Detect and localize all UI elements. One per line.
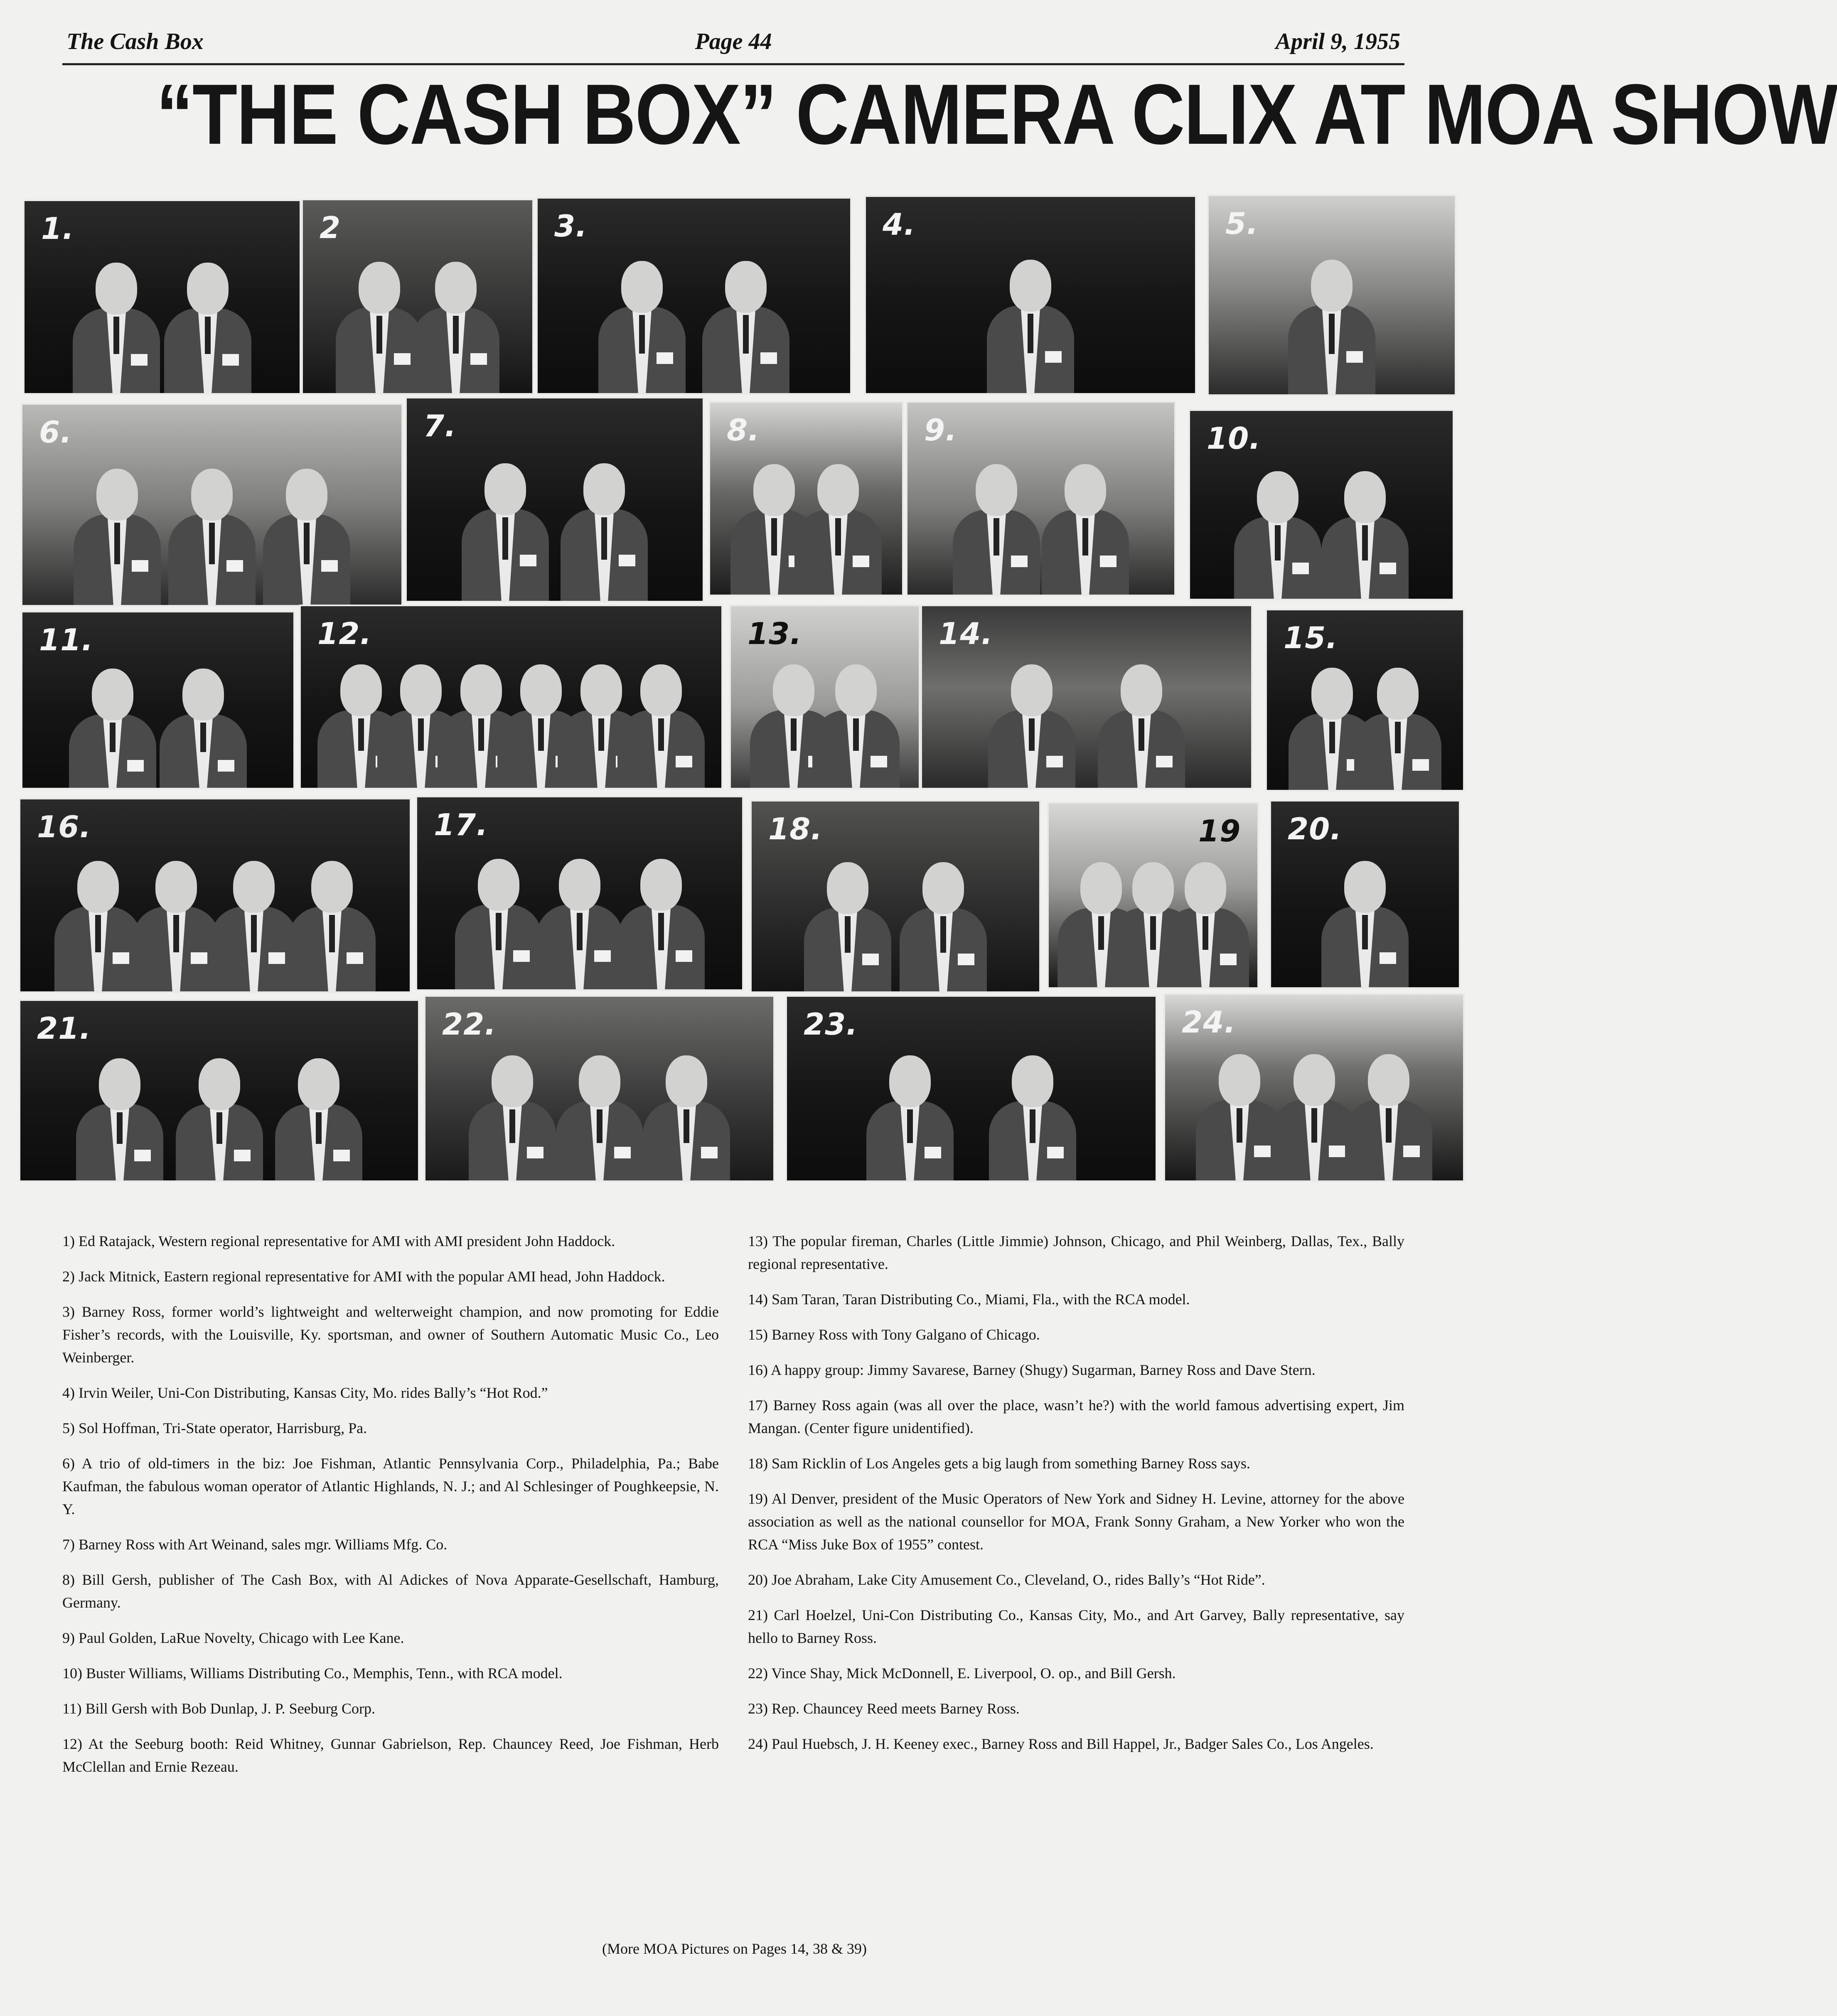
person-figure <box>1289 668 1376 790</box>
person-figure <box>1271 1054 1358 1180</box>
person-figure <box>160 669 247 788</box>
photo-number: 21. <box>37 1011 91 1046</box>
caption-14: 14) Sam Taran, Taran Distributing Co., Miami, Fla., with the RCA model. <box>748 1291 1190 1308</box>
person-figure <box>750 664 837 788</box>
person-figure <box>168 469 256 605</box>
photo-number: 22. <box>442 1007 497 1042</box>
caption-19: 19) Al Denver, president of the Music Operators of New York and Sidney H. Levine, attorney for the above association as well as the national counsellor for MOA, Frank Sonny Graham, a New Yorker who won the RCA “Miss Juke Box of 1955” contest. <box>748 1490 1404 1553</box>
caption-15: 15) Barney Ross with Tony Galgano of Chicago. <box>748 1326 1040 1343</box>
person-figure <box>561 463 648 601</box>
photo-7 <box>405 397 704 602</box>
photo-number: 3. <box>554 209 588 243</box>
photo-number: 10. <box>1207 421 1261 456</box>
photo-number: 4. <box>883 207 916 242</box>
person-figure <box>1196 1054 1283 1180</box>
person-figure <box>617 664 705 788</box>
person-figure <box>900 862 987 991</box>
person-figure <box>730 464 818 595</box>
person-figure <box>288 861 376 991</box>
publication-name: The Cash Box <box>66 29 204 54</box>
captions <box>62 1230 1404 1886</box>
person-figure <box>462 463 549 601</box>
person-figure <box>953 464 1040 595</box>
person-figure <box>336 262 423 393</box>
person-figure <box>536 859 623 989</box>
photo-number: 8. <box>727 413 760 447</box>
photo-3 <box>536 197 852 395</box>
photo-number: 23. <box>804 1007 858 1042</box>
photo-number: 20. <box>1288 811 1342 846</box>
caption-10: 10) Buster Williams, Williams Distributing Co., Memphis, Tenn., with RCA model. <box>62 1665 563 1682</box>
photo-number: 9. <box>924 413 957 447</box>
caption-4: 4) Irvin Weiler, Uni-Con Distributing, Kansas City, Mo. rides Bally’s “Hot Rod.” <box>62 1384 548 1401</box>
photo-number: 1. <box>41 211 74 246</box>
person-figure <box>1234 471 1321 599</box>
person-figure <box>76 1058 163 1180</box>
person-figure <box>176 1058 263 1180</box>
person-figure <box>1345 1054 1432 1180</box>
person-figure <box>133 861 220 991</box>
issue-date: April 9, 1955 <box>1275 29 1400 54</box>
person-figure <box>377 664 465 788</box>
person-figure <box>412 262 499 393</box>
photo-16 <box>19 798 411 993</box>
person-figure <box>794 464 882 595</box>
caption-17: 17) Barney Ross again (was all over the place, wasn’t he?) with the world famous advertising expert, Jim Mangan. (Center figure unidentified). <box>748 1397 1404 1436</box>
person-figure <box>556 1055 643 1180</box>
person-figure <box>164 263 251 393</box>
caption-12: 12) At the Seeburg booth: Reid Whitney, Gunnar Gabrielson, Rep. Chauncey Reed, Joe Fishman, Herb McClellan and Ernie Rezeau. <box>62 1736 719 1775</box>
caption-13: 13) The popular fireman, Charles (Little Jimmie) Johnson, Chicago, and Phil Weinberg, Dallas, Tex., Bally regional representative. <box>748 1233 1404 1272</box>
photo-14 <box>920 605 1253 789</box>
caption-6: 6) A trio of old-timers in the biz: Joe Fishman, Atlantic Pennsylvania Corp., Philadelphia, Pa.; Babe Kaufman, the fabulous woman operator of Atlantic Highlands, N. J.; and Al Schlesinger of Poughkeepsie, N. Y. <box>62 1455 719 1517</box>
photo-4 <box>864 195 1197 395</box>
caption-7: 7) Barney Ross with Art Weinand, sales mgr. Williams Mfg. Co. <box>62 1536 448 1553</box>
photo-number: 2 <box>320 210 341 245</box>
person-figure <box>1098 664 1185 788</box>
footer-note: (More MOA Pictures on Pages 14, 38 & 39) <box>602 1940 867 1957</box>
caption-3: 3) Barney Ross, former world’s lightweight and welterweight champion, and now promoting for Eddie Fisher’s records, with the Louisville, Ky. sportsman, and owner of Southern Automatic Music Co., Leo Weinberger. <box>62 1303 719 1366</box>
photo-number: 7. <box>423 408 457 443</box>
captions-left-column <box>62 1230 719 1791</box>
photo-number: 12. <box>317 616 372 651</box>
photo-21 <box>19 999 420 1182</box>
person-figure <box>1321 861 1409 987</box>
photo-15 <box>1265 609 1465 792</box>
photo-10 <box>1188 409 1454 600</box>
person-figure <box>469 1055 556 1180</box>
page-header <box>62 26 1404 65</box>
caption-8: 8) Bill Gersh, publisher of The Cash Box, with Al Adickes of Nova Apparate-Gesellschaft, Hamburg, Germany. <box>62 1571 719 1611</box>
person-figure <box>988 664 1075 788</box>
photo-20 <box>1269 800 1461 989</box>
page-title: “THE CASH BOX” CAMERA CLIX AT MOA SHOW <box>156 66 1837 162</box>
photo-number: 14. <box>939 616 993 651</box>
caption-2: 2) Jack Mitnick, Eastern regional representative for AMI with the popular AMI head, John Haddock. <box>62 1268 665 1285</box>
person-figure <box>617 859 705 989</box>
person-figure <box>989 1055 1076 1180</box>
person-figure <box>438 664 525 788</box>
caption-24: 24) Paul Huebsch, J. H. Keeney exec., Barney Ross and Bill Happel, Jr., Badger Sales Co., Los Angeles. <box>748 1736 1374 1752</box>
photo-17 <box>416 796 744 991</box>
person-figure <box>866 1055 954 1180</box>
person-figure <box>1354 668 1441 790</box>
photo-number: 19 <box>1198 814 1241 848</box>
photo-1 <box>23 199 301 395</box>
photo-2 <box>301 199 534 395</box>
caption-5: 5) Sol Hoffman, Tri-State operator, Harrisburg, Pa. <box>62 1420 367 1436</box>
person-figure <box>1057 862 1145 987</box>
person-figure <box>643 1055 730 1180</box>
person-figure <box>1288 260 1375 394</box>
caption-22: 22) Vince Shay, Mick McDonnell, E. Liverpool, O. op., and Bill Gersh. <box>748 1665 1176 1682</box>
photo-18 <box>750 800 1041 993</box>
caption-1: 1) Ed Ratajack, Western regional representative for AMI with AMI president John Haddock. <box>62 1233 615 1249</box>
photo-5 <box>1207 194 1456 396</box>
photo-11 <box>21 611 295 789</box>
photo-13 <box>729 605 920 789</box>
photo-number: 17. <box>434 807 488 842</box>
captions-right-column <box>748 1230 1404 1768</box>
photo-23 <box>785 995 1157 1182</box>
photo-number: 18. <box>768 811 823 846</box>
caption-16: 16) A happy group: Jimmy Savarese, Barney (Shugy) Sugarman, Barney Ross and Dave Stern. <box>748 1362 1316 1378</box>
person-figure <box>804 862 891 991</box>
caption-23: 23) Rep. Chauncey Reed meets Barney Ross. <box>748 1700 1020 1717</box>
caption-21: 21) Carl Hoelzel, Uni-Con Distributing Co., Kansas City, Mo., and Art Garvey, Bally representative, say hello to Barney Ross. <box>748 1607 1404 1646</box>
photo-24 <box>1163 993 1465 1182</box>
photo-12 <box>299 605 723 789</box>
photo-number: 6. <box>39 415 72 450</box>
person-figure <box>275 1058 362 1180</box>
person-figure <box>812 664 900 788</box>
page-number: Page 44 <box>695 29 772 54</box>
caption-11: 11) Bill Gersh with Bob Dunlap, J. P. Seeburg Corp. <box>62 1700 375 1717</box>
photo-9 <box>906 401 1176 596</box>
person-figure <box>54 861 142 991</box>
person-figure <box>1162 862 1249 987</box>
photo-22 <box>424 995 775 1182</box>
person-figure <box>263 469 350 605</box>
person-figure <box>69 669 156 788</box>
person-figure <box>455 859 542 989</box>
photo-6 <box>21 403 403 607</box>
person-figure <box>497 664 585 788</box>
person-figure <box>210 861 298 991</box>
photo-number: 16. <box>37 809 91 844</box>
caption-20: 20) Joe Abraham, Lake City Amusement Co., Cleveland, O., rides Bally’s “Hot Ride”. <box>748 1571 1265 1588</box>
photo-19 <box>1047 802 1259 989</box>
caption-18: 18) Sam Ricklin of Los Angeles gets a big laugh from something Barney Ross says. <box>748 1455 1250 1472</box>
person-figure <box>558 664 645 788</box>
person-figure <box>73 263 160 393</box>
photo-number: 15. <box>1284 620 1338 655</box>
photo-8 <box>708 401 904 596</box>
person-figure <box>702 261 789 393</box>
person-figure <box>1042 464 1129 595</box>
photo-number: 11. <box>39 622 93 657</box>
person-figure <box>1109 862 1197 987</box>
caption-9: 9) Paul Golden, LaRue Novelty, Chicago with Lee Kane. <box>62 1630 404 1646</box>
photo-number: 24. <box>1182 1005 1236 1040</box>
person-figure <box>987 260 1074 393</box>
photo-number: 13. <box>748 616 802 651</box>
photo-number: 5. <box>1225 206 1259 241</box>
person-figure <box>1321 471 1409 599</box>
person-figure <box>74 469 161 605</box>
person-figure <box>317 664 405 788</box>
person-figure <box>598 261 686 393</box>
